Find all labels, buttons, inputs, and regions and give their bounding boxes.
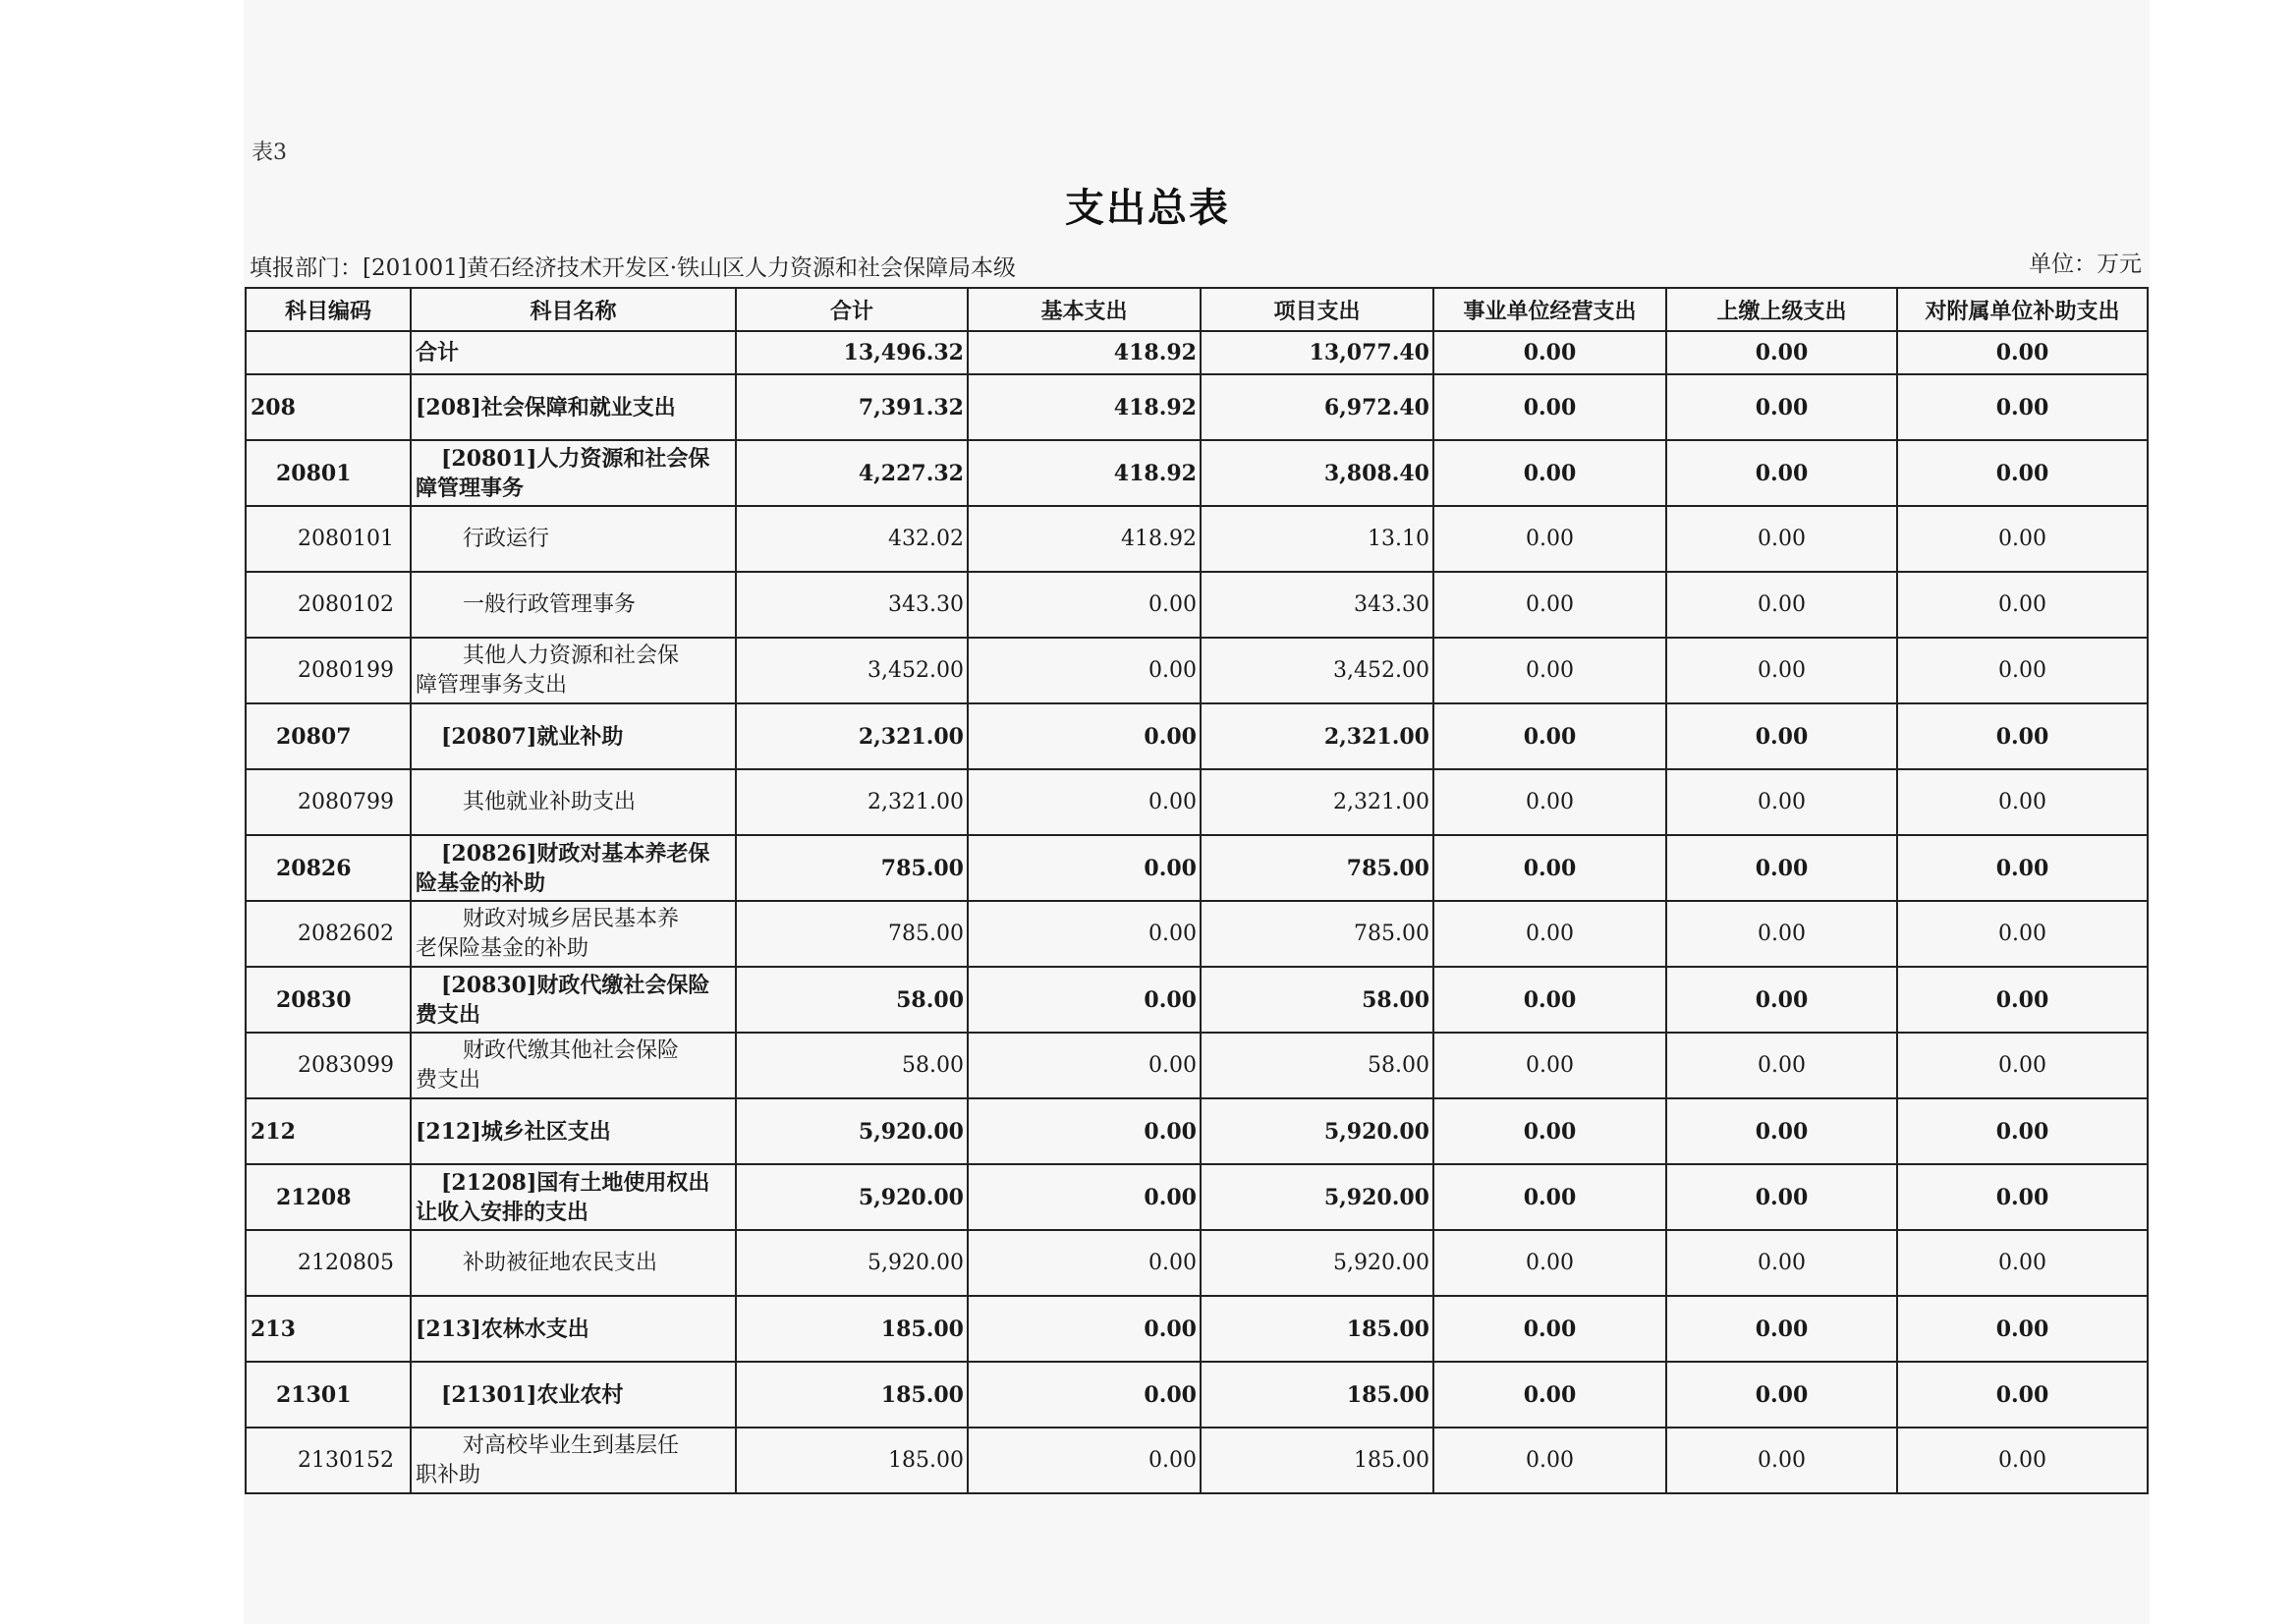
cell-basic: 0.00 <box>968 1033 1201 1098</box>
cell-biz: 0.00 <box>1433 374 1666 440</box>
cell-name-line1: 合计 <box>416 340 460 365</box>
cell-sub: 0.00 <box>1897 506 2148 572</box>
cell-project: 785.00 <box>1201 835 1433 901</box>
cell-code: 212 <box>246 1098 411 1164</box>
cell-upper: 0.00 <box>1666 835 1897 901</box>
header-business: 事业单位经营支出 <box>1433 288 1666 331</box>
cell-basic: 0.00 <box>968 1362 1201 1428</box>
table-header-row <box>246 288 2148 331</box>
table-row <box>246 440 2148 506</box>
cell-code: 21208 <box>246 1164 411 1230</box>
cell-basic: 418.92 <box>968 506 1201 572</box>
page-title: 支出总表 <box>1065 185 1230 231</box>
cell-project: 13,077.40 <box>1201 331 1433 374</box>
cell-total: 7,391.32 <box>736 374 968 440</box>
cell-total: 785.00 <box>736 835 968 901</box>
table-row <box>246 506 2148 572</box>
cell-total: 185.00 <box>736 1362 968 1428</box>
cell-name <box>411 1098 736 1164</box>
cell-sub: 0.00 <box>1897 769 2148 835</box>
cell-upper: 0.00 <box>1666 572 1897 638</box>
cell-basic: 0.00 <box>968 835 1201 901</box>
cell-code: 2080102 <box>246 572 411 638</box>
cell-total: 2,321.00 <box>736 703 968 769</box>
cell-name <box>411 1164 736 1230</box>
cell-name <box>411 901 736 967</box>
cell-sub: 0.00 <box>1897 440 2148 506</box>
table-row <box>246 374 2148 440</box>
table-row <box>246 638 2148 703</box>
cell-upper: 0.00 <box>1666 703 1897 769</box>
cell-name <box>411 703 736 769</box>
cell-code: 2080101 <box>246 506 411 572</box>
cell-name-line2: 让收入安排的支出 <box>416 1199 589 1225</box>
cell-project: 343.30 <box>1201 572 1433 638</box>
cell-code: 20801 <box>246 440 411 506</box>
cell-sub: 0.00 <box>1897 374 2148 440</box>
table-row <box>246 1428 2148 1493</box>
reporting-department: 填报部门：[201001]黄石经济技术开发区·铁山区人力资源和社会保障局本级 <box>250 255 1017 281</box>
cell-total: 185.00 <box>736 1296 968 1362</box>
cell-code: 20826 <box>246 835 411 901</box>
cell-basic: 0.00 <box>968 638 1201 703</box>
cell-upper: 0.00 <box>1666 1164 1897 1230</box>
cell-name <box>411 835 736 901</box>
cell-biz: 0.00 <box>1433 1296 1666 1362</box>
cell-project: 58.00 <box>1201 1033 1433 1098</box>
table-row <box>246 901 2148 967</box>
cell-upper: 0.00 <box>1666 374 1897 440</box>
header-total: 合计 <box>736 288 968 331</box>
cell-biz: 0.00 <box>1433 967 1666 1033</box>
cell-sub: 0.00 <box>1897 703 2148 769</box>
cell-total: 5,920.00 <box>736 1098 968 1164</box>
cell-basic: 0.00 <box>968 572 1201 638</box>
table-row <box>246 331 2148 374</box>
cell-total: 185.00 <box>736 1428 968 1493</box>
cell-code <box>246 331 411 374</box>
cell-name-line1: [21301]农业农村 <box>441 1381 624 1408</box>
cell-project: 185.00 <box>1201 1296 1433 1362</box>
table-row <box>246 1362 2148 1428</box>
cell-name <box>411 440 736 506</box>
cell-code: 20807 <box>246 703 411 769</box>
cell-sub: 0.00 <box>1897 1362 2148 1428</box>
header-name: 科目名称 <box>411 288 736 331</box>
cell-code: 21301 <box>246 1362 411 1428</box>
cell-project: 58.00 <box>1201 967 1433 1033</box>
cell-name-line1: [212]城乡社区支出 <box>416 1118 611 1145</box>
table-row <box>246 1296 2148 1362</box>
cell-project: 5,920.00 <box>1201 1164 1433 1230</box>
cell-total: 5,920.00 <box>736 1230 968 1296</box>
cell-name <box>411 572 736 638</box>
cell-project: 6,972.40 <box>1201 374 1433 440</box>
cell-name <box>411 769 736 835</box>
cell-name <box>411 506 736 572</box>
cell-project: 2,321.00 <box>1201 769 1433 835</box>
cell-name-line2: 费支出 <box>416 1001 481 1028</box>
cell-basic: 0.00 <box>968 1230 1201 1296</box>
cell-name-line1: [20801]人力资源和社会保 <box>441 445 710 472</box>
cell-name-line1: [20830]财政代缴社会保险 <box>441 972 710 998</box>
cell-project: 5,920.00 <box>1201 1098 1433 1164</box>
cell-name-line1: 补助被征地农民支出 <box>463 1250 658 1275</box>
cell-name <box>411 1428 736 1493</box>
cell-basic: 0.00 <box>968 1296 1201 1362</box>
cell-name <box>411 1296 736 1362</box>
cell-sub: 0.00 <box>1897 1230 2148 1296</box>
cell-name-line1: 对高校毕业生到基层任 <box>463 1432 680 1458</box>
cell-upper: 0.00 <box>1666 1033 1897 1098</box>
cell-upper: 0.00 <box>1666 331 1897 374</box>
table-row <box>246 1033 2148 1098</box>
cell-biz: 0.00 <box>1433 1098 1666 1164</box>
cell-name-line1: [213]农林水支出 <box>416 1316 589 1342</box>
cell-code: 20830 <box>246 967 411 1033</box>
cell-sub: 0.00 <box>1897 901 2148 967</box>
cell-name <box>411 374 736 440</box>
cell-total: 2,321.00 <box>736 769 968 835</box>
cell-biz: 0.00 <box>1433 1362 1666 1428</box>
cell-name-line1: [21208]国有土地使用权出 <box>441 1169 710 1196</box>
cell-upper: 0.00 <box>1666 638 1897 703</box>
cell-name-line1: 行政运行 <box>463 526 550 551</box>
cell-basic: 0.00 <box>968 1098 1201 1164</box>
cell-name-line1: [208]社会保障和就业支出 <box>416 394 676 420</box>
cell-biz: 0.00 <box>1433 1230 1666 1296</box>
cell-project: 785.00 <box>1201 901 1433 967</box>
cell-name-line2: 老保险基金的补助 <box>416 935 589 961</box>
cell-upper: 0.00 <box>1666 506 1897 572</box>
cell-basic: 0.00 <box>968 967 1201 1033</box>
cell-sub: 0.00 <box>1897 1164 2148 1230</box>
cell-biz: 0.00 <box>1433 506 1666 572</box>
cell-total: 785.00 <box>736 901 968 967</box>
header-basic: 基本支出 <box>968 288 1201 331</box>
table-number: 表3 <box>252 140 287 165</box>
cell-sub: 0.00 <box>1897 572 2148 638</box>
cell-name-line1: 财政代缴其他社会保险 <box>463 1037 680 1063</box>
header-upper: 上缴上级支出 <box>1666 288 1897 331</box>
cell-total: 432.02 <box>736 506 968 572</box>
header-project: 项目支出 <box>1201 288 1433 331</box>
cell-upper: 0.00 <box>1666 1230 1897 1296</box>
table-row <box>246 703 2148 769</box>
cell-name-line2: 障管理事务 <box>416 475 525 501</box>
cell-upper: 0.00 <box>1666 901 1897 967</box>
cell-upper: 0.00 <box>1666 1296 1897 1362</box>
header-code: 科目编码 <box>246 288 411 331</box>
expenditure-table <box>245 287 2149 1494</box>
cell-project: 5,920.00 <box>1201 1230 1433 1296</box>
cell-project: 3,452.00 <box>1201 638 1433 703</box>
cell-basic: 418.92 <box>968 374 1201 440</box>
cell-upper: 0.00 <box>1666 1428 1897 1493</box>
unit-label: 单位：万元 <box>2029 252 2142 277</box>
table-row <box>246 835 2148 901</box>
cell-sub: 0.00 <box>1897 835 2148 901</box>
cell-name <box>411 967 736 1033</box>
cell-code: 2080799 <box>246 769 411 835</box>
cell-project: 185.00 <box>1201 1362 1433 1428</box>
cell-name <box>411 638 736 703</box>
cell-sub: 0.00 <box>1897 638 2148 703</box>
cell-name-line1: 一般行政管理事务 <box>463 591 637 617</box>
cell-biz: 0.00 <box>1433 638 1666 703</box>
cell-name-line1: 其他就业补助支出 <box>463 789 637 814</box>
cell-biz: 0.00 <box>1433 1164 1666 1230</box>
cell-project: 185.00 <box>1201 1428 1433 1493</box>
cell-code: 2083099 <box>246 1033 411 1098</box>
cell-code: 2130152 <box>246 1428 411 1493</box>
cell-name-line1: [20807]就业补助 <box>441 723 624 750</box>
cell-total: 58.00 <box>736 967 968 1033</box>
cell-biz: 0.00 <box>1433 572 1666 638</box>
cell-upper: 0.00 <box>1666 440 1897 506</box>
cell-basic: 0.00 <box>968 1428 1201 1493</box>
cell-basic: 0.00 <box>968 769 1201 835</box>
cell-sub: 0.00 <box>1897 1098 2148 1164</box>
cell-total: 343.30 <box>736 572 968 638</box>
cell-name-line1: [20826]财政对基本养老保 <box>441 840 710 867</box>
cell-basic: 0.00 <box>968 703 1201 769</box>
cell-name-line2: 费支出 <box>416 1067 481 1092</box>
cell-code: 213 <box>246 1296 411 1362</box>
cell-project: 13.10 <box>1201 506 1433 572</box>
cell-biz: 0.00 <box>1433 901 1666 967</box>
header-subsidy: 对附属单位补助支出 <box>1897 288 2148 331</box>
cell-biz: 0.00 <box>1433 835 1666 901</box>
cell-total: 3,452.00 <box>736 638 968 703</box>
cell-biz: 0.00 <box>1433 331 1666 374</box>
cell-biz: 0.00 <box>1433 1033 1666 1098</box>
cell-name-line1: 财政对城乡居民基本养 <box>463 906 680 931</box>
cell-project: 2,321.00 <box>1201 703 1433 769</box>
cell-name <box>411 1033 736 1098</box>
cell-upper: 0.00 <box>1666 1362 1897 1428</box>
cell-code: 2080199 <box>246 638 411 703</box>
table-row <box>246 967 2148 1033</box>
table-row <box>246 572 2148 638</box>
cell-basic: 0.00 <box>968 1164 1201 1230</box>
cell-total: 5,920.00 <box>736 1164 968 1230</box>
cell-code: 208 <box>246 374 411 440</box>
table-row <box>246 769 2148 835</box>
table-row <box>246 1230 2148 1296</box>
cell-upper: 0.00 <box>1666 1098 1897 1164</box>
cell-biz: 0.00 <box>1433 769 1666 835</box>
cell-name-line2: 险基金的补助 <box>416 869 546 896</box>
cell-name-line2: 障管理事务支出 <box>416 672 568 698</box>
cell-upper: 0.00 <box>1666 769 1897 835</box>
cell-name <box>411 331 736 374</box>
cell-upper: 0.00 <box>1666 967 1897 1033</box>
cell-basic: 418.92 <box>968 331 1201 374</box>
cell-project: 3,808.40 <box>1201 440 1433 506</box>
cell-name <box>411 1362 736 1428</box>
cell-name <box>411 1230 736 1296</box>
cell-sub: 0.00 <box>1897 1296 2148 1362</box>
cell-total: 13,496.32 <box>736 331 968 374</box>
cell-code: 2082602 <box>246 901 411 967</box>
cell-total: 4,227.32 <box>736 440 968 506</box>
cell-biz: 0.00 <box>1433 440 1666 506</box>
cell-sub: 0.00 <box>1897 967 2148 1033</box>
cell-total: 58.00 <box>736 1033 968 1098</box>
table-row <box>246 1164 2148 1230</box>
cell-name-line1: 其他人力资源和社会保 <box>463 643 680 668</box>
cell-basic: 418.92 <box>968 440 1201 506</box>
cell-code: 2120805 <box>246 1230 411 1296</box>
cell-name-line2: 职补助 <box>416 1462 481 1487</box>
cell-sub: 0.00 <box>1897 1428 2148 1493</box>
cell-sub: 0.00 <box>1897 1033 2148 1098</box>
cell-biz: 0.00 <box>1433 1428 1666 1493</box>
cell-sub: 0.00 <box>1897 331 2148 374</box>
cell-basic: 0.00 <box>968 901 1201 967</box>
cell-biz: 0.00 <box>1433 703 1666 769</box>
table-row <box>246 1098 2148 1164</box>
